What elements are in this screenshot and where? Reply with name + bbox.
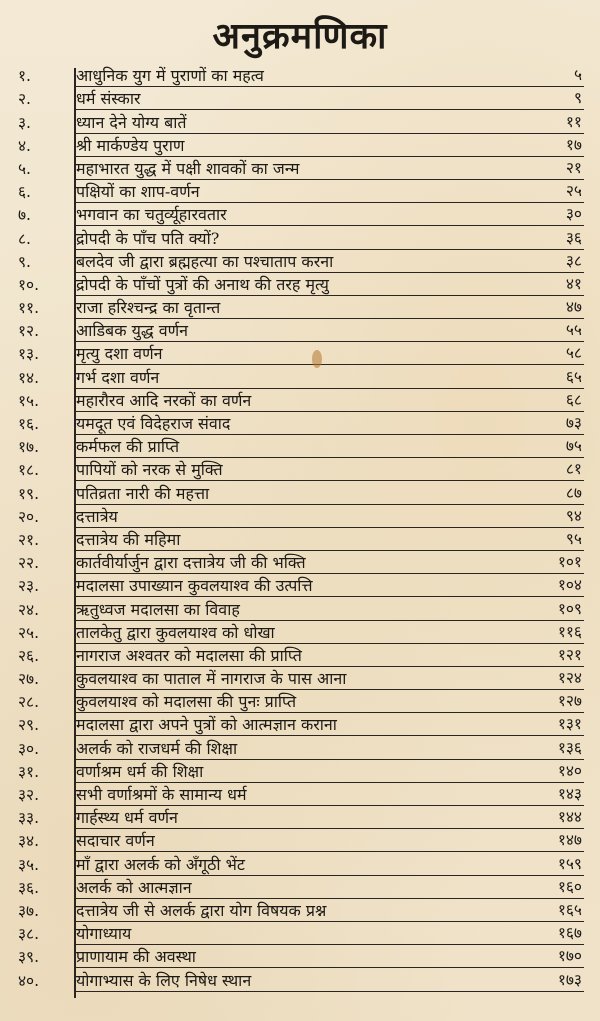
entry-page-number: १५९ (557, 854, 582, 873)
entry-number: ३६. (18, 878, 40, 897)
entry-page-number: २५ (565, 182, 582, 201)
toc-entry (74, 899, 584, 922)
entry-page-number: ४७ (565, 298, 582, 317)
entry-number: १९. (18, 484, 40, 503)
entry-number: ३३. (18, 809, 40, 828)
toc-row (18, 134, 584, 157)
toc-entry (74, 64, 584, 87)
toc-row (18, 713, 584, 736)
toc-row (18, 273, 584, 296)
entry-number: १६. (18, 415, 40, 433)
entry-title: माँ द्वारा अलर्क को अँगूठी भेंट (76, 854, 245, 874)
entry-title: द्रोपदी के पाँच पति क्यों? (76, 228, 220, 248)
toc-row (18, 968, 584, 991)
toc-row (18, 574, 584, 597)
entry-title: महाभारत युद्ध में पक्षी शावकों का जन्म (76, 158, 300, 178)
entry-page-number: ९४ (565, 506, 582, 525)
entry-number: २. (18, 90, 31, 109)
toc-row (18, 250, 584, 273)
entry-number: ३४. (18, 832, 40, 851)
toc-entry (74, 87, 584, 110)
entry-page-number: ९५ (565, 529, 582, 548)
toc-row (18, 945, 584, 968)
entry-page-number: १७० (557, 947, 582, 966)
entry-title: भगवान का चतुर्व्यूहारवतार (76, 205, 227, 225)
entry-number: ३५. (18, 855, 40, 874)
toc-row (18, 458, 584, 481)
toc-entry (74, 853, 584, 876)
entry-number: ३८. (18, 925, 40, 944)
entry-page-number: १२७ (557, 692, 582, 711)
toc-entry (74, 528, 584, 551)
toc-row (18, 180, 584, 203)
entry-title: मृत्यु दशा वर्णन (76, 344, 163, 364)
toc-row (18, 806, 584, 829)
toc-row (18, 690, 584, 713)
toc-entry (74, 876, 584, 899)
toc-row (18, 551, 584, 574)
entry-title: मदालसा उपाख्यान कुवलयाश्व की उत्पत्ति (76, 576, 313, 596)
toc-entry (74, 111, 584, 134)
entry-title: ध्यान देने योग्य बातें (76, 112, 187, 132)
entry-page-number: ४१ (565, 274, 582, 293)
entry-page-number: १४३ (557, 785, 582, 803)
toc-entry (74, 203, 584, 226)
toc-entry (74, 366, 584, 389)
toc-entry (74, 389, 584, 412)
entry-page-number: १६७ (557, 924, 582, 943)
paper-stain (312, 350, 322, 368)
entry-number: २१. (18, 530, 40, 549)
entry-page-number: ११ (565, 112, 582, 131)
toc-entry (74, 435, 584, 458)
entry-page-number: १०४ (557, 576, 582, 595)
toc-row (18, 899, 584, 922)
entry-page-number: १४७ (557, 831, 582, 850)
entry-title: कुवलयाश्व का पाताल में नागराज के पास आना (76, 669, 347, 689)
toc-entry (74, 180, 584, 203)
entry-title: धर्म संस्कार (76, 89, 141, 109)
entry-title: प्राणायाम की अवस्था (76, 947, 196, 967)
toc-row (18, 87, 584, 110)
page-title: अनुक्रमणिका (212, 15, 388, 57)
toc-entry (74, 342, 584, 365)
entry-number: २८. (18, 693, 40, 712)
entry-page-number: १३१ (557, 715, 582, 734)
entry-page-number: २१ (565, 158, 582, 177)
toc-entry (74, 551, 584, 574)
toc-row (18, 64, 584, 87)
entry-page-number: ११६ (557, 622, 582, 641)
entry-title: सदाचार वर्णन (76, 831, 155, 851)
entry-title: आडिबक युद्ध वर्णन (76, 321, 189, 341)
entry-title: द्रोपदी के पाँचों पुत्रों की अनाथ की तरह मृत्यु (76, 274, 329, 294)
toc-entry (74, 412, 584, 435)
toc-entry (74, 713, 584, 736)
entry-page-number: १४४ (557, 808, 582, 827)
entry-title: अलर्क को आत्मज्ञान (76, 877, 192, 897)
toc-row (18, 876, 584, 899)
entry-page-number: ९ (573, 89, 582, 108)
toc-row (18, 505, 584, 528)
toc-row (18, 760, 584, 783)
toc-entry (74, 505, 584, 528)
entry-title: बलदेव जी द्वारा ब्रह्महत्या का पश्चाताप करना (76, 251, 334, 271)
toc-row (18, 621, 584, 644)
entry-number: ३९. (18, 948, 40, 967)
toc-row (18, 736, 584, 759)
toc-entry (74, 760, 584, 783)
toc-entry (74, 644, 584, 667)
toc-entry (74, 319, 584, 342)
entry-page-number: ३६ (565, 228, 582, 247)
entry-title: महारौरव आदि नरकों का वर्णन (76, 390, 252, 410)
entry-page-number: १६० (557, 877, 582, 896)
toc-entry (74, 296, 584, 319)
toc-row (18, 389, 584, 412)
entry-number: ८. (18, 229, 31, 248)
toc-row (18, 342, 584, 365)
entry-number: ४०. (18, 971, 40, 990)
toc-row (18, 110, 584, 133)
toc-entry (74, 806, 584, 829)
entry-title: गार्हस्थ्य धर्म वर्णन (76, 808, 178, 828)
entry-number: १७. (18, 438, 40, 457)
toc-row (18, 319, 584, 342)
entry-title: पक्षियों का शाप-वर्णन (76, 182, 200, 202)
toc-entry (74, 737, 584, 760)
toc-row (18, 296, 584, 319)
toc-row (18, 435, 584, 458)
entry-page-number: १२१ (557, 645, 582, 664)
entry-number: १८. (18, 461, 40, 480)
toc-row (18, 528, 584, 551)
toc-entry (74, 250, 584, 273)
entry-page-number: १२४ (557, 669, 582, 688)
entry-number: २२. (18, 554, 40, 573)
entry-title: श्री मार्कण्डेय पुराण (76, 135, 185, 155)
toc-entry (74, 829, 584, 852)
toc-entry (74, 690, 584, 713)
toc-row (18, 783, 584, 806)
toc-entry (74, 922, 584, 945)
entry-number: २९. (18, 716, 40, 735)
toc-entry (74, 458, 584, 481)
toc-row (18, 644, 584, 667)
toc-row (18, 829, 584, 852)
toc-entry (74, 969, 584, 992)
table-of-contents (18, 64, 584, 992)
entry-title: आधुनिक युग में पुराणों का महत्व (76, 66, 264, 86)
toc-entry (74, 667, 584, 690)
toc-row (18, 852, 584, 875)
entry-number: १५. (18, 391, 40, 410)
toc-entry (74, 134, 584, 157)
entry-number: ५. (18, 159, 31, 178)
toc-entry (74, 574, 584, 597)
entry-number: ३७. (18, 901, 40, 920)
entry-page-number: १०९ (557, 599, 582, 618)
entry-title: राजा हरिश्चन्द्र का वृतान्त (76, 298, 221, 318)
entry-title: वर्णाश्रम धर्म की शिक्षा (76, 761, 204, 781)
toc-entry (74, 598, 584, 621)
toc-row (18, 597, 584, 620)
entry-title: योगाध्याय (76, 924, 132, 944)
entry-number: २६. (18, 646, 40, 665)
entry-number: ३१. (18, 762, 40, 781)
entry-number: २७. (18, 670, 40, 689)
toc-row (18, 203, 584, 226)
entry-page-number: ८७ (565, 483, 582, 502)
entry-page-number: १३६ (557, 738, 582, 757)
entry-number: ३०. (18, 739, 40, 758)
entry-page-number: १६५ (557, 900, 582, 919)
entry-page-number: ६८ (565, 390, 582, 409)
entry-number: २३. (18, 577, 40, 596)
entry-page-number: ५५ (565, 321, 582, 340)
entry-number: ३२. (18, 786, 40, 804)
entry-number: ९. (18, 252, 31, 271)
entry-page-number: १०१ (557, 553, 582, 572)
entry-number: १०. (18, 275, 40, 294)
entry-page-number: ७३ (565, 414, 582, 432)
entry-title: ऋतुध्वज मदालसा का विवाह (76, 599, 240, 619)
toc-entry (74, 945, 584, 968)
toc-entry (74, 621, 584, 644)
toc-entry (74, 482, 584, 505)
entry-title: अलर्क को राजधर्म की शिक्षा (76, 738, 238, 758)
entry-title: दत्तात्रेय (76, 506, 118, 526)
toc-row (18, 481, 584, 504)
toc-entry (74, 783, 584, 806)
entry-page-number: ८१ (565, 460, 582, 479)
entry-page-number: ३० (565, 205, 582, 224)
entry-page-number: ५८ (565, 344, 582, 363)
entry-number: ३. (18, 113, 31, 132)
entry-title: नागराज अश्वतर को मदालसा की प्राप्ति (76, 645, 302, 665)
entry-title: दत्तात्रेय की महिमा (76, 529, 181, 549)
entry-number: २०. (18, 507, 40, 526)
toc-row (18, 365, 584, 388)
toc-row (18, 157, 584, 180)
entry-title: यमदूत एवं विदेहराज संवाद (76, 414, 231, 433)
entry-number: ४. (18, 136, 31, 155)
entry-number: ७. (18, 206, 31, 225)
entry-number: २५. (18, 623, 40, 642)
entry-number: १. (18, 67, 31, 86)
entry-number: २४. (18, 600, 40, 619)
entry-title: गर्भ दशा वर्णन (76, 367, 160, 387)
entry-page-number: १४० (557, 761, 582, 780)
entry-page-number: १७३ (557, 970, 582, 989)
entry-title: कार्तवीर्यार्जुन द्वारा दत्तात्रेय जी की भक्ति (76, 553, 306, 573)
entry-number: १३. (18, 345, 40, 364)
toc-row (18, 922, 584, 945)
entry-title: दत्तात्रेय जी से अलर्क द्वारा योग विषयक प्रश्न (76, 900, 327, 920)
entry-title: तालकेतु द्वारा कुवलयाश्व को धोखा (76, 622, 275, 642)
toc-entry (74, 227, 584, 250)
entry-page-number: ६५ (565, 367, 582, 386)
toc-row (18, 226, 584, 249)
entry-title: मदालसा द्वारा अपने पुत्रों को आत्मज्ञान कराना (76, 715, 337, 735)
entry-number: ११. (18, 299, 40, 318)
entry-page-number: १७ (565, 135, 582, 154)
entry-page-number: ५ (573, 66, 582, 85)
entry-title: कर्मफल की प्राप्ति (76, 437, 180, 457)
entry-title: सभी वर्णाश्रमों के सामान्य धर्म (76, 785, 247, 804)
entry-number: १४. (18, 368, 40, 387)
entry-page-number: ७५ (565, 437, 582, 456)
toc-entry (74, 273, 584, 296)
entry-page-number: ३८ (565, 251, 582, 270)
entry-title: पापियों को नरक से मुक्ति (76, 460, 223, 480)
toc-entry (74, 157, 584, 180)
entry-title: कुवलयाश्व को मदालसा की पुनः प्राप्ति (76, 692, 297, 712)
entry-number: १२. (18, 322, 40, 341)
entry-title: योगाभ्यास के लिए निषेध स्थान (76, 970, 252, 990)
toc-row (18, 667, 584, 690)
entry-number: ६. (18, 183, 31, 202)
entry-title: पतिव्रता नारी की महत्ता (76, 483, 210, 503)
toc-row (18, 412, 584, 435)
